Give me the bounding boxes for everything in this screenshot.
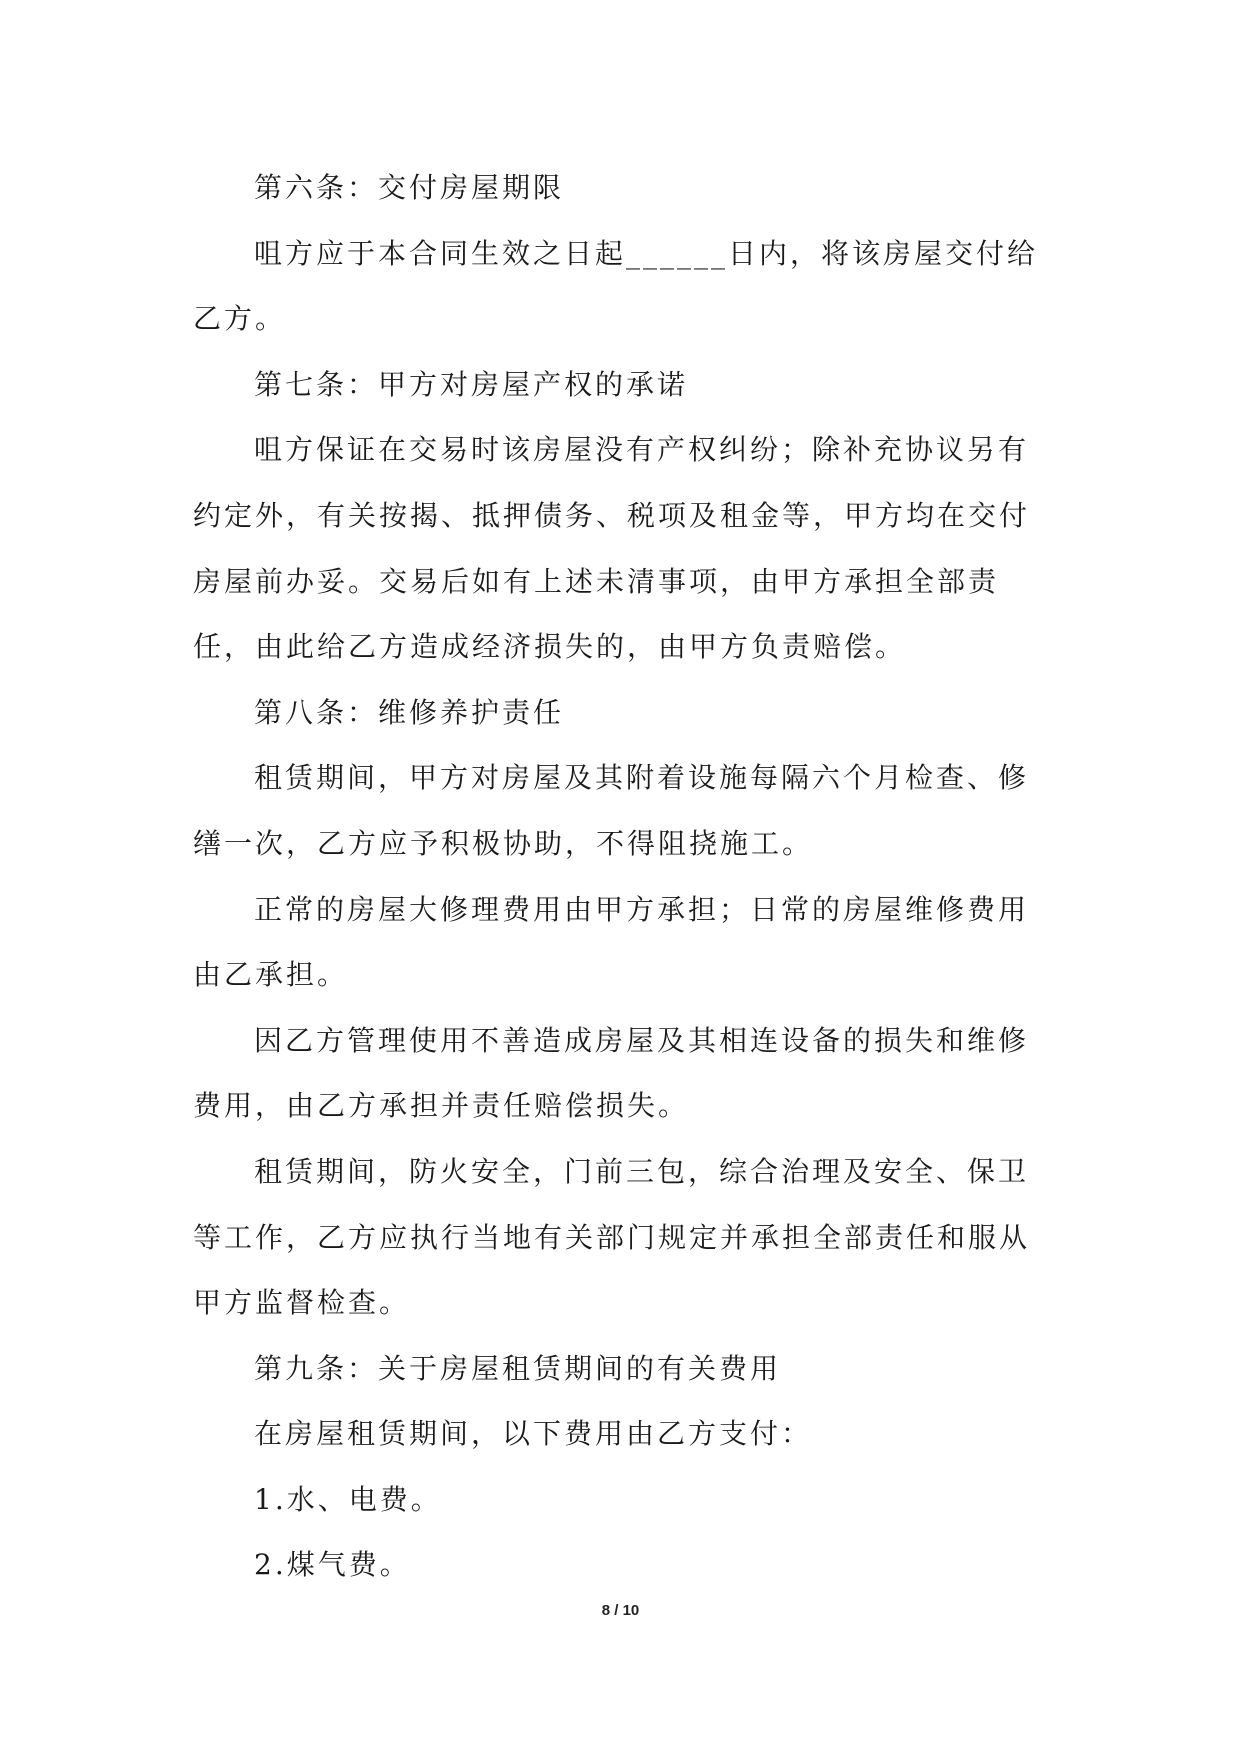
article-7-heading: 第七条：甲方对房屋产权的承诺 [254,367,689,401]
page-number: 8 / 10 [601,1602,640,1619]
article-8-paragraph-1: 租赁期间，甲方对房屋及其附着设施每隔六个月检查、修缮一次，乙方应予积极协助，不得阻挠施工。 [193,761,1030,860]
article-9-intro: 在房屋租赁期间，以下费用由乙方支付： [254,1417,813,1451]
article-7-paragraph: 咀方保证在交易时该房屋没有产权纠纷；除补充协议另有约定外，有关按揭、抵押债务、税项及租金等，甲方均在交付房屋前办妥。交易后如有上述未清事项，由甲方承担全部责任，由此给乙方造成经济损失的，由甲方负责赔偿。 [193,433,1031,664]
article-8-paragraph-4: 租赁期间，防火安全，门前三包，综合治理及安全、保卫等工作，乙方应执行当地有关部门规定并承担全部责任和服从甲方监督检查。 [193,1154,1031,1320]
article-6-heading: 第六条：交付房屋期限 [254,171,565,204]
document-body [193,155,1055,1598]
article-8-heading: 第八条：维修养护责任 [254,695,565,729]
article-8-paragraph-2: 正常的房屋大修理费用由甲方承担；日常的房屋维修费用由乙承担。 [193,892,1030,992]
article-9-heading: 第九条：关于房屋租赁期间的有关费用 [254,1351,782,1385]
article-6-paragraph: 咀方应于本合同生效之日起______日内，将该房屋交付给乙方。 [193,236,1039,336]
list-item-2: 2.煤气费。 [254,1548,411,1582]
article-8-paragraph-3: 因乙方管理使用不善造成房屋及其相连设备的损失和维修费用，由乙方承担并责任赔偿损失。 [193,1023,1030,1123]
list-item-1: 1.水、电费。 [254,1482,442,1516]
